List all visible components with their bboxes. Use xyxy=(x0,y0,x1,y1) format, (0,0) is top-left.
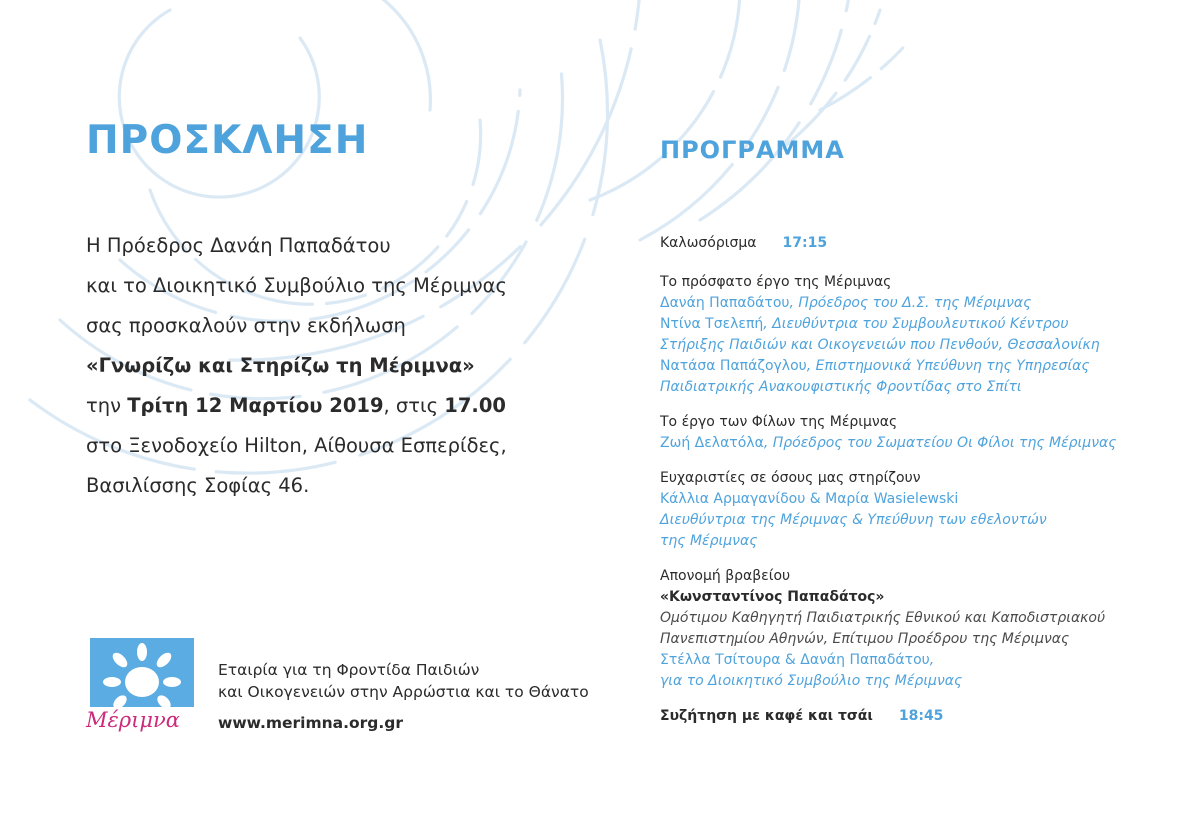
program-title: ΠΡΟΓΡΑΜΜΑ xyxy=(660,136,845,164)
speaker-role-cont: Παιδιατρικής Ανακουφιστικής Φροντίδας στο Σπίτι xyxy=(660,379,1022,395)
speaker-name: Ντίνα Τσελεπή xyxy=(660,316,764,332)
speaker-name: Δανάη Παπαδάτου xyxy=(660,295,790,311)
merimna-logo xyxy=(86,638,194,738)
event-date: Τρίτη 12 Μαρτίου 2019 xyxy=(127,394,384,417)
sun-logo-box xyxy=(90,638,194,707)
recent-work-heading: Το πρόσφατο έργο της Μέριμνας xyxy=(660,274,892,290)
website-link[interactable]: www.merimna.org.gr xyxy=(218,714,404,732)
organization-info xyxy=(218,659,589,734)
discussion-time: 18:45 xyxy=(898,708,944,724)
date-mid: , στις xyxy=(383,394,445,417)
thanks-names: Κάλλια Αρμαγανίδου & Μαρία Wasielewski xyxy=(660,491,959,507)
presenters-role: για το Διοικητικό Συμβούλιο της Μέριμνας xyxy=(660,673,963,689)
event-venue: στο Ξενοδοχείο Hilton, Αίθουσα Εσπερίδες, xyxy=(86,434,507,457)
thanks-heading: Ευχαριστίες σε όσους μας στηρίζουν xyxy=(660,470,921,486)
program-item-award xyxy=(660,566,1180,692)
invitation-line-3: σας προσκαλούν στην εκδήλωση xyxy=(86,314,406,337)
invitation-title: ΠΡΟΣΚΛΗΣΗ xyxy=(86,118,369,163)
event-date-line xyxy=(86,386,626,426)
thanks-role: Διευθύντρια της Μέριμνας & Υπεύθυνη των εθελοντών xyxy=(660,512,1047,528)
friends-heading: Το έργο των Φίλων της Μέριμνας xyxy=(660,414,898,430)
org-desc-line-1: Εταιρία για τη Φροντίδα Παιδιών xyxy=(218,661,480,679)
event-time: 17.00 xyxy=(444,394,506,417)
presenters-names: Στέλλα Τσίτουρα & Δανάη Παπαδάτου xyxy=(660,652,930,668)
award-name: «Κωνσταντίνος Παπαδάτος» xyxy=(660,589,885,605)
award-heading: Απονομή βραβείου xyxy=(660,568,791,584)
program-item-welcome xyxy=(660,233,1180,254)
presenters-comma: , xyxy=(929,652,935,668)
program-item-recent-work xyxy=(660,272,1180,398)
speaker-role: , Διευθύντρια του Συμβουλευτικού Κέντρου xyxy=(763,316,1069,332)
award-desc: Ομότιμου Καθηγητή Παιδιατρικής Εθνικού και Καποδιστριακού xyxy=(660,610,1106,626)
org-desc-line-2: και Οικογενειών στην Αρρώστια και το Θάνατο xyxy=(218,683,589,701)
event-address: Βασιλίσσης Σοφίας 46. xyxy=(86,474,310,497)
date-prefix: την xyxy=(86,394,128,417)
sun-icon xyxy=(90,638,194,707)
invitation-line-1: Η Πρόεδρος Δανάη Παπαδάτου xyxy=(86,234,391,257)
speaker-role: , Πρόεδρος του Δ.Σ. της Μέριμνας xyxy=(789,295,1032,311)
welcome-label: Καλωσόρισμα xyxy=(660,235,757,251)
welcome-time: 17:15 xyxy=(782,235,828,251)
logo-wordmark: Μέριμνα xyxy=(86,708,180,732)
invitation-text xyxy=(86,226,626,506)
speaker-role: , Πρόεδρος του Σωματείου Οι Φίλοι της Μέριμνας xyxy=(763,435,1117,451)
speaker-name: Νατάσα Παπάζογλου xyxy=(660,358,807,374)
discussion-label: Συζήτηση με καφέ και τσάι xyxy=(660,708,873,724)
invitation-line-2: και το Διοικητικό Συμβούλιο της Μέριμνας xyxy=(86,274,507,297)
thanks-role-cont: της Μέριμνας xyxy=(660,533,758,549)
program-item-discussion xyxy=(660,706,1180,727)
program-item-thanks xyxy=(660,468,1180,552)
award-desc-cont: Πανεπιστημίου Αθηνών, Επίτιμου Προέδρου της Μέριμνας xyxy=(660,631,1070,647)
program-item-friends xyxy=(660,412,1180,454)
program-list xyxy=(660,233,1180,741)
event-name: «Γνωρίζω και Στηρίζω τη Μέριμνα» xyxy=(86,354,475,377)
speaker-role-cont: Στήριξης Παιδιών και Οικογενειών που Πενθούν, Θεσσαλονίκη xyxy=(660,337,1100,353)
speaker-role: , Επιστημονικά Υπεύθυνη της Υπηρεσίας xyxy=(806,358,1090,374)
speaker-name: Ζωή Δελατόλα xyxy=(660,435,764,451)
